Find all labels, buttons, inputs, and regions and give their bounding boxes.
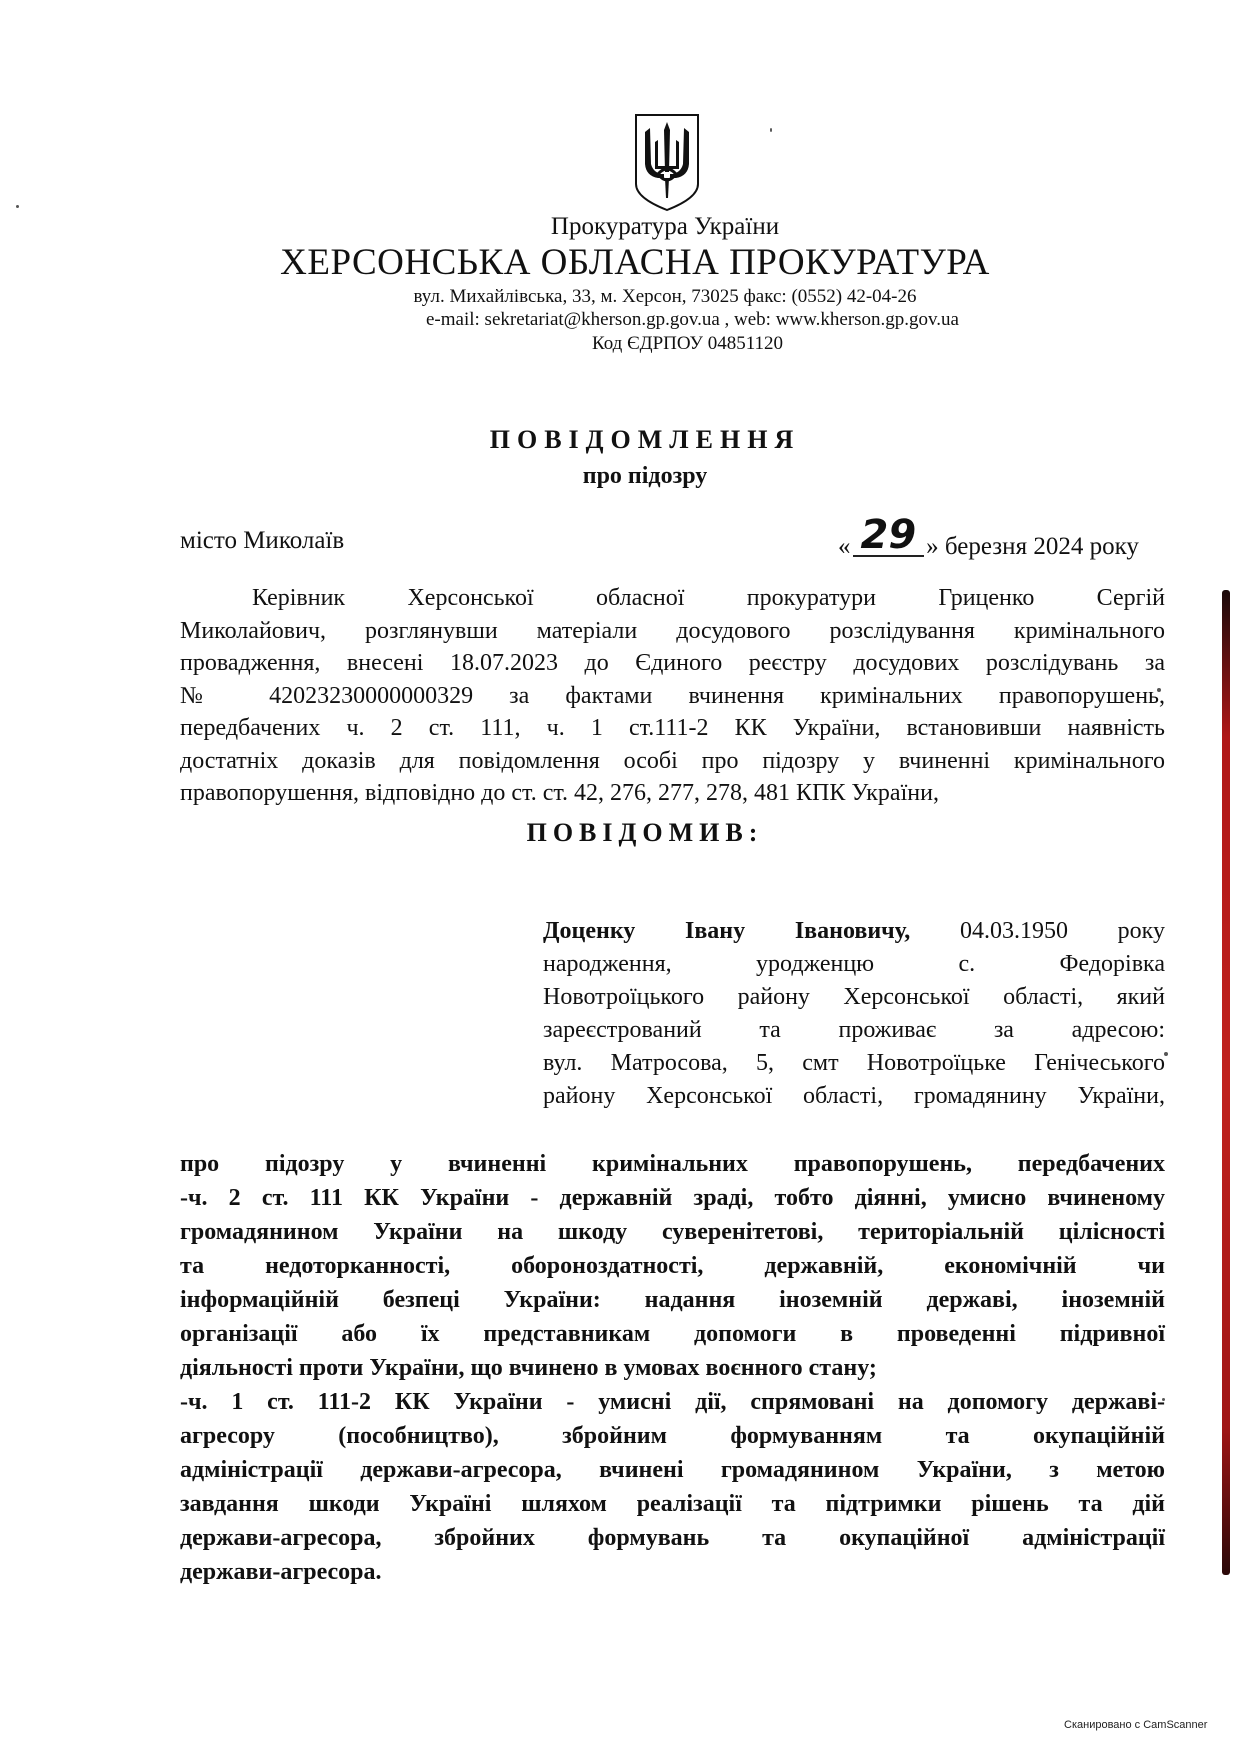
intro-line: провадження, внесені 18.07.2023 до Єдиного реєстру досудових розслідувань за: [180, 650, 1165, 676]
scanner-watermark: Сканировано с CamScanner: [1064, 1719, 1208, 1731]
document-title: ПОВІДОМЛЕННЯ: [489, 425, 801, 454]
suspect-line: району Херсонської області, громадянину України,: [543, 1083, 1165, 1109]
suspect-name: Доценку Івану Івановичу,: [543, 918, 911, 944]
scan-speck: [16, 205, 19, 208]
suspect-line-1: [543, 915, 1165, 948]
charge-line: завдання шкоди Україні шляхом реалізації та підтримки рішень та дій: [180, 1491, 1165, 1517]
charge-line: адміністрації держави-агресора, вчинені громадянином України, з метою: [180, 1457, 1165, 1483]
suspect-line: народження, уродженцю с. Федорівка: [543, 951, 1165, 977]
coat-of-arms-icon: [633, 112, 701, 212]
intro-line: правопорушення, відповідно до ст. ст. 42, 276, 277, 278, 481 КПК України,: [180, 780, 939, 806]
suspect-block: [543, 915, 1165, 1113]
date-month-year: березня 2024 року: [944, 533, 1139, 560]
charge-line: -ч. 2 ст. 111 КК України - державній зраді, тобто діянні, умисно вчиненому: [180, 1185, 1165, 1211]
date-open-quote: «: [838, 533, 851, 560]
suspect-line: вул. Матросова, 5, смт Новотроїцьке Генічеського: [543, 1050, 1165, 1076]
suspect-line: Новотроїцького району Херсонської області, який: [543, 984, 1165, 1010]
charge-line: агресору (пособництво), збройним формуванням та окупаційній: [180, 1423, 1165, 1449]
charge-line: громадянином України на шкоду суверенітетові, територіальній цілісності: [180, 1219, 1165, 1245]
charge-line: організації або їх представникам допомоги в проведенні підривної: [180, 1321, 1165, 1347]
intro-line: Миколайович, розглянувши матеріали досудового розслідування кримінального: [180, 617, 1165, 644]
charges-paragraph: [180, 1147, 1165, 1589]
scan-edge-artifact: [1222, 590, 1230, 1575]
suspect-line: зареєстрований та проживає за адресою:: [543, 1017, 1165, 1043]
date-day-handwritten: 29: [853, 515, 925, 557]
date-close-quote: »: [926, 533, 939, 560]
charge-line: -ч. 1 ст. 111-2 КК України - умисні дії, спрямовані на допомогу державі-: [180, 1389, 1165, 1415]
scan-speck: [770, 128, 772, 132]
org-parent-name: Прокуратура України: [550, 213, 780, 240]
org-contacts: e-mail: sekretariat@kherson.gp.gov.ua , web: www.kherson.gp.gov.ua: [426, 309, 959, 330]
intro-line: № 42023230000000329 за фактами вчинення кримінальних правопорушень,: [180, 682, 1165, 709]
suspect-birthdate: 04.03.1950 року: [910, 918, 1165, 944]
charge-line: про підозру у вчиненні кримінальних правопорушень, передбачених: [180, 1151, 1165, 1177]
document-subtitle: про підозру: [582, 463, 708, 489]
charge-line: держави-агресора, збройних формувань та окупаційної адміністрації: [180, 1525, 1165, 1551]
intro-paragraph: [180, 582, 1165, 810]
org-name: ХЕРСОНСЬКА ОБЛАСНА ПРОКУРАТУРА: [280, 242, 990, 283]
document-city: місто Миколаїв: [180, 527, 345, 554]
intro-line: Керівник Херсонської обласної прокуратури Гриценко Сергій: [252, 585, 1165, 611]
org-address: вул. Михайлівська, 33, м. Херсон, 73025 факс: (0552) 42-04-26: [413, 286, 917, 307]
intro-line: достатніх доказів для повідомлення особі про підозру у вчиненні кримінального: [180, 747, 1165, 774]
charge-line: діяльності проти України, що вчинено в умовах воєнного стану;: [180, 1355, 877, 1381]
charge-line: та недоторканності, обороноздатності, державній, економічній чи: [180, 1253, 1165, 1279]
charge-line: інформаційній безпеці України: надання іноземній державі, іноземній: [180, 1287, 1165, 1313]
action-heading: ПОВІДОМИВ:: [526, 818, 764, 847]
document-date: [838, 512, 1139, 563]
intro-line: передбачених ч. 2 ст. 111, ч. 1 ст.111-2 КК України, встановивши наявність: [180, 715, 1165, 741]
org-edrpou: Код ЄДРПОУ 04851120: [591, 333, 784, 354]
charge-line: держави-агресора.: [180, 1559, 382, 1585]
